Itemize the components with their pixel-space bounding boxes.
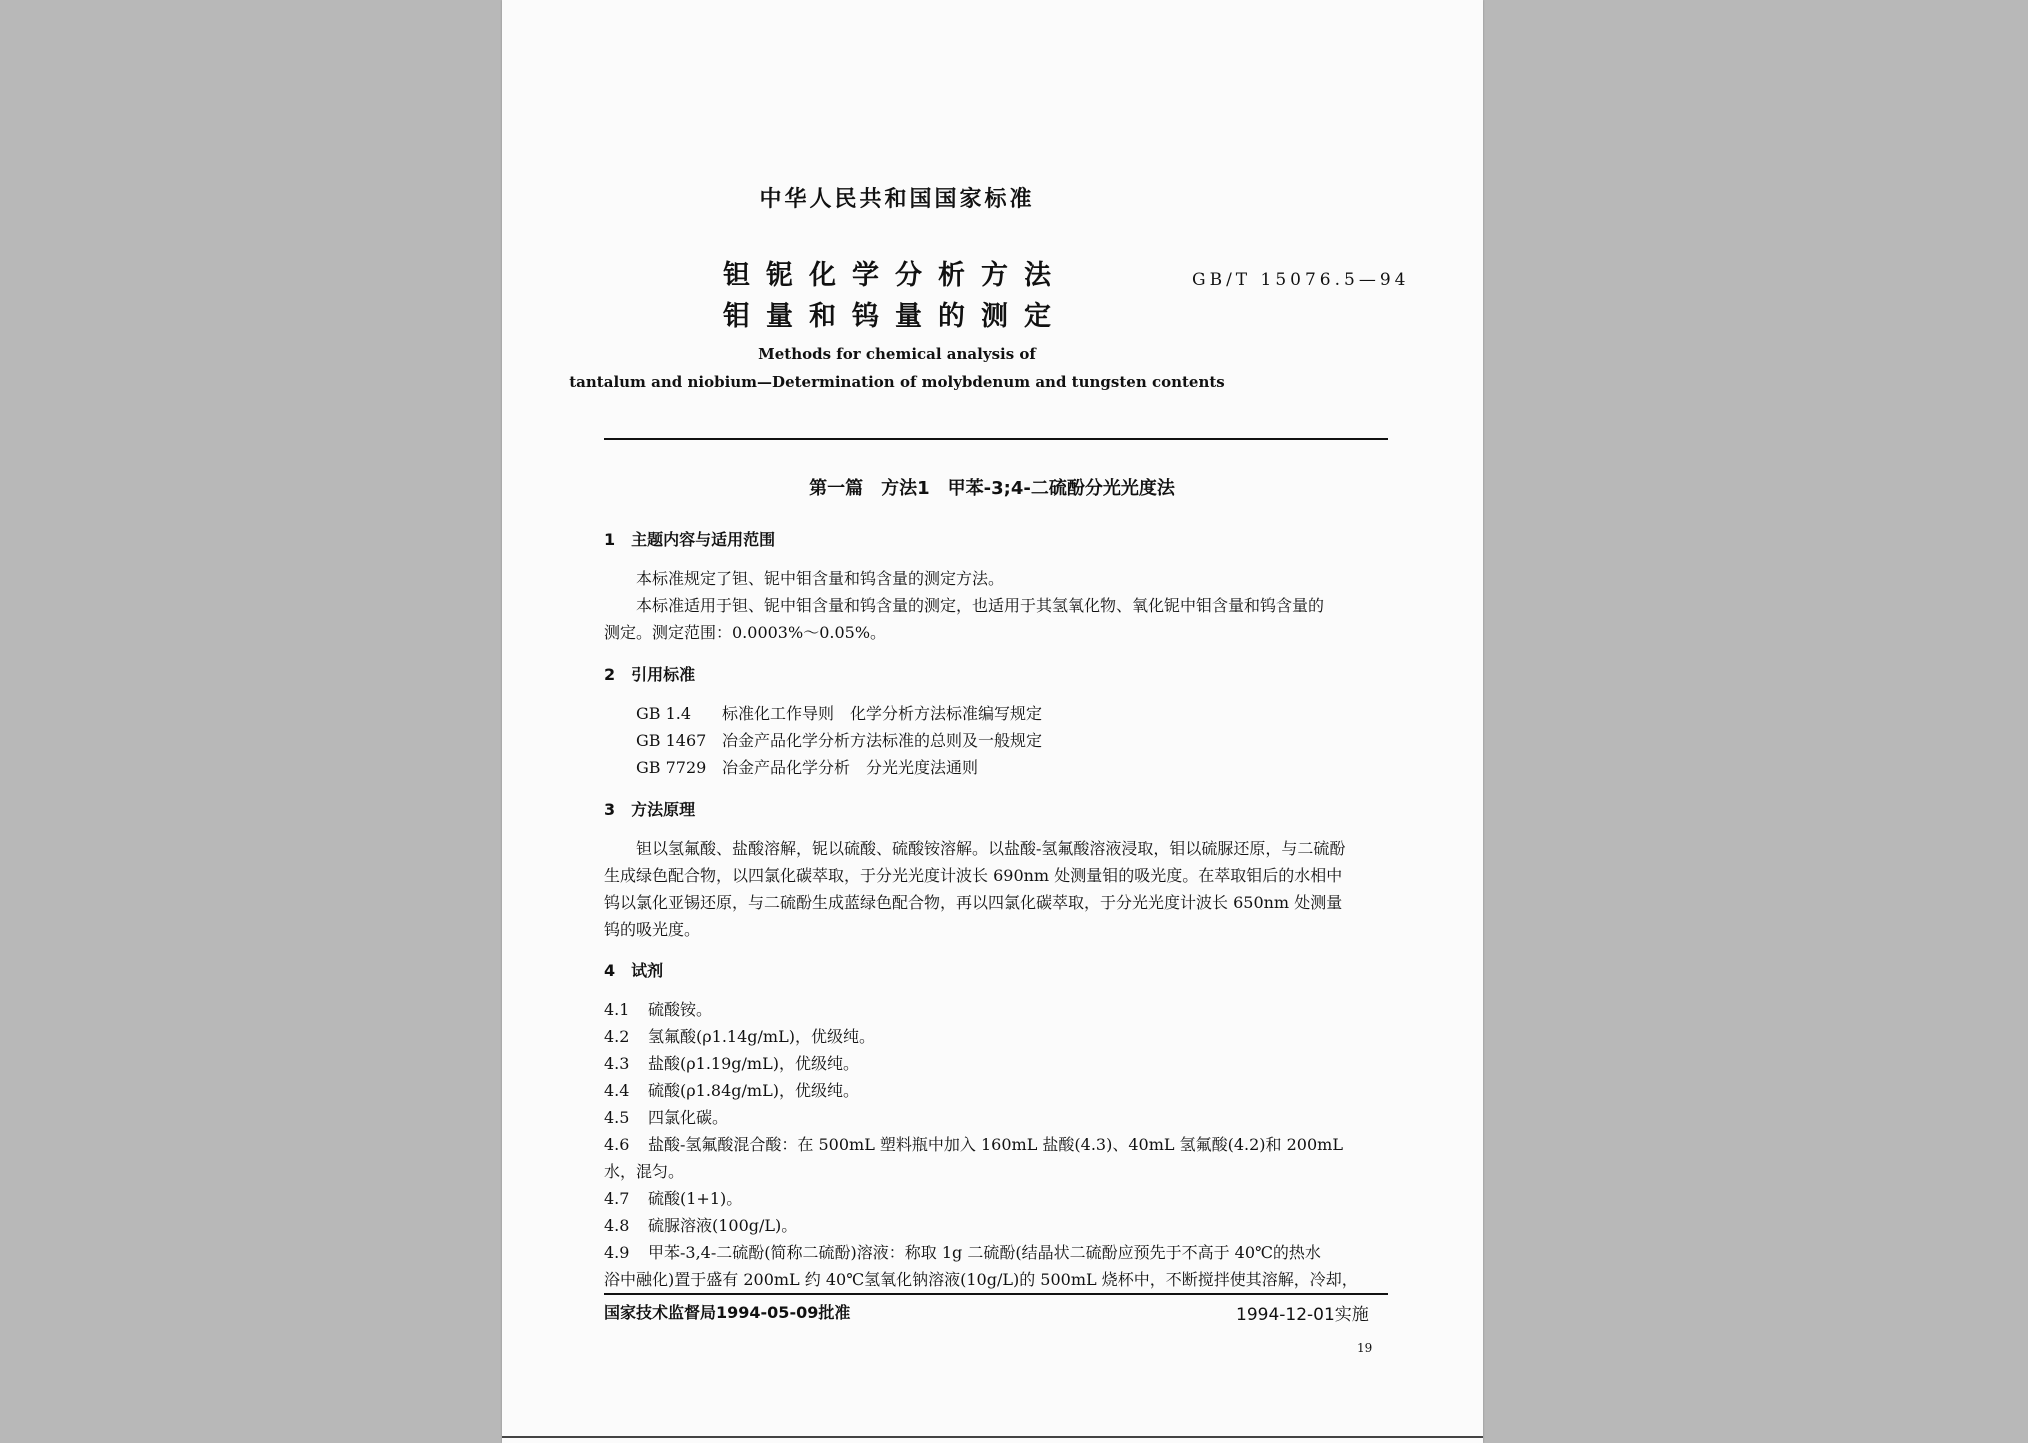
reagent-item [604, 1212, 797, 1239]
reference-item [636, 754, 978, 781]
reference-code: GB 7729 [636, 758, 707, 777]
section-1-heading: 1 主题内容与适用范围 [604, 530, 776, 549]
reagent-number: 4.2 [604, 1027, 630, 1046]
page-bottom-edge [502, 1436, 1483, 1438]
section-3-heading: 3 方法原理 [604, 800, 696, 819]
section-1-paragraph: 本标准规定了钽、铌中钼含量和钨含量的测定方法。 [636, 569, 1005, 588]
reagent-item [604, 996, 712, 1023]
reagent-number: 4.8 [604, 1216, 630, 1235]
section-3-line: 钽以氢氟酸、盐酸溶解，铌以硫酸、硫酸铵溶解。以盐酸-氢氟酸溶液浸取，钼以硫脲还原，与二硫酚 [636, 839, 1346, 858]
reagent-text: 盐酸-氢氟酸混合酸：在 500mL 塑料瓶中加入 160mL 盐酸(4.3)、40mL 氢氟酸(4.2)和 200mL [648, 1135, 1343, 1154]
reagent-text: 氢氟酸(ρ1.14g/mL)，优级纯。 [648, 1027, 875, 1046]
reference-title: 冶金产品化学分析方法标准的总则及一般规定 [722, 731, 1043, 750]
reagent-text: 浴中融化)置于盛有 200mL 约 40℃氢氧化钠溶液(10g/L)的 500mL 烧杯中，不断搅拌使其溶解，冷却， [604, 1270, 1358, 1289]
section-1-paragraph: 本标准适用于钽、铌中钼含量和钨含量的测定，也适用于其氢氧化物、氧化铌中钼含量和钨含量的 [636, 596, 1325, 615]
reference-item [636, 700, 1042, 727]
standard-number: GB/T 15076.5—94 [1192, 270, 1410, 290]
reagent-item [604, 1185, 742, 1212]
reagent-number: 4.3 [604, 1054, 630, 1073]
reference-title: 冶金产品化学分析 分光光度法通则 [722, 758, 979, 777]
reference-code: GB 1467 [636, 731, 707, 750]
reagent-number: 4.1 [604, 1000, 630, 1019]
implementation-date: 1994-12-01实施 [1236, 1305, 1369, 1325]
reagent-number: 4.7 [604, 1189, 630, 1208]
section-1-paragraph: 测定。测定范围：0.0003%～0.05%。 [604, 623, 887, 642]
section-4-heading: 4 试剂 [604, 961, 664, 980]
reagent-item-continuation [604, 1266, 1358, 1293]
reagent-item-continuation [604, 1158, 684, 1185]
english-title-line1: Methods for chemical analysis of [758, 345, 1036, 363]
reagent-text: 硫酸(ρ1.84g/mL)，优级纯。 [648, 1081, 859, 1100]
reagent-number: 4.5 [604, 1108, 630, 1127]
reagent-text: 盐酸(ρ1.19g/mL)，优级纯。 [648, 1054, 859, 1073]
reagent-text: 硫酸(1+1)。 [648, 1189, 743, 1208]
reagent-item [604, 1050, 859, 1077]
reagent-item [604, 1239, 1321, 1266]
part-heading: 第一篇 方法1 甲苯-3;4-二硫酚分光光度法 [809, 478, 1175, 499]
document-title-line1: 钽铌化学分析方法 [723, 260, 1067, 291]
reagent-item [604, 1131, 1343, 1158]
english-title-line2: tantalum and niobium—Determination of molybdenum and tungsten contents [569, 373, 1225, 391]
page-number: 19 [1357, 1341, 1373, 1355]
footer-rule [604, 1293, 1388, 1295]
reagent-number: 4.4 [604, 1081, 630, 1100]
national-standard-heading: 中华人民共和国国家标准 [759, 187, 1035, 212]
section-3-line: 钨以氯化亚锡还原，与二硫酚生成蓝绿色配合物，再以四氯化碳萃取，于分光光度计波长 650nm 处测量 [604, 893, 1343, 912]
reagent-item [604, 1077, 859, 1104]
reagent-item [604, 1104, 728, 1131]
header-rule [604, 438, 1388, 440]
reference-title: 标准化工作导则 化学分析方法标准编写规定 [722, 704, 1043, 723]
reagent-item [604, 1023, 875, 1050]
reagent-text: 四氯化碳。 [648, 1108, 729, 1127]
reference-code: GB 1.4 [636, 704, 692, 723]
section-3-line: 生成绿色配合物，以四氯化碳萃取，于分光光度计波长 690nm 处测量钼的吸光度。在萃取钼后的水相中 [604, 866, 1343, 885]
section-3-line: 钨的吸光度。 [604, 920, 701, 939]
approval-line: 国家技术监督局1994-05-09批准 [604, 1303, 851, 1322]
section-2-heading: 2 引用标准 [604, 665, 696, 684]
reagent-text: 硫脲溶液(100g/L)。 [648, 1216, 798, 1235]
reagent-text: 水，混匀。 [604, 1162, 685, 1181]
reference-item [636, 727, 1042, 754]
document-title-line2: 钼量和钨量的测定 [723, 301, 1067, 332]
reagent-number: 4.6 [604, 1135, 630, 1154]
reagent-text: 甲苯-3,4-二硫酚(简称二硫酚)溶液：称取 1g 二硫酚(结晶状二硫酚应预先于不高于 40℃的热水 [648, 1243, 1321, 1262]
reagent-text: 硫酸铵。 [648, 1000, 713, 1019]
reagent-number: 4.9 [604, 1243, 630, 1262]
